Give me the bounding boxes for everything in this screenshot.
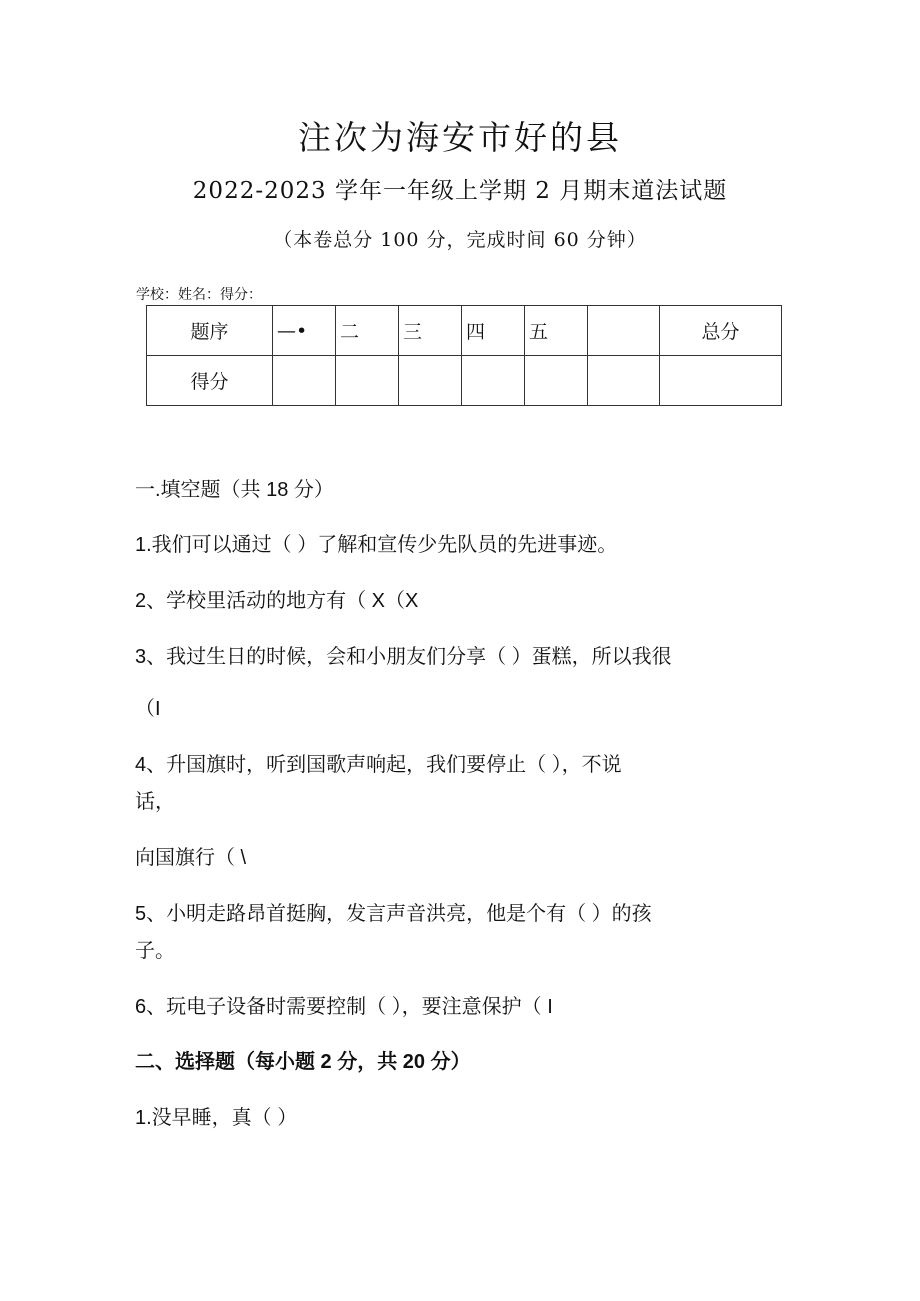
table-cell: 二 [336,306,399,356]
question-1: 1.我们可以通过（ ）了解和宣传少先队员的先进事迹。 [135,534,618,556]
section1-heading: 一.填空题（共 18 分） [135,479,334,501]
table-cell: 五 [525,306,588,356]
score-cell[interactable] [399,356,462,406]
question-5-continued: 子。 [135,940,175,962]
score-table-score-row [147,356,782,406]
score-cell[interactable] [588,356,660,406]
question-3-continued: （I [135,698,161,720]
score-cell[interactable] [273,356,336,406]
score-cell[interactable] [525,356,588,406]
question-2: 2、学校里活动的地方有（ X（X [135,590,419,612]
exam-title: 注次为海安市好的县 [298,118,622,157]
table-cell: 得分 [147,356,273,406]
exam-note: （本卷总分 100 分，完成时间 60 分钟） [273,229,647,251]
question-6: 6、玩电子设备时需要控制（ ），要注意保护（ I [135,996,553,1018]
table-cell: —• [273,306,336,356]
table-cell [588,306,660,356]
section2-question-1: 1.没早睡，真（ ） [135,1107,298,1129]
table-cell: 总分 [660,306,782,356]
table-cell: 三 [399,306,462,356]
student-info-line: 学校：姓名：得分： [136,286,262,302]
table-cell: 四 [462,306,525,356]
question-4-line3: 向国旗行（ \ [135,847,247,869]
question-4-continued: 话， [135,791,175,813]
score-cell[interactable] [336,356,399,406]
exam-subtitle: 2022-2023 学年一年级上学期 2 月期末道法试题 [192,178,728,204]
table-cell: 题序 [147,306,273,356]
score-cell[interactable] [462,356,525,406]
score-cell[interactable] [660,356,782,406]
question-5: 5、小明走路昂首挺胸，发言声音洪亮，他是个有（ ）的孩 [135,903,652,925]
question-3: 3、我过生日的时候，会和小朋友们分享（ ）蛋糕，所以我很 [135,646,672,668]
section2-heading: 二、选择题（每小题 2 分，共 20 分） [135,1051,471,1073]
score-table-header-row [147,306,782,356]
score-table [146,305,782,406]
question-4: 4、升国旗时，听到国歌声响起，我们要停止（ ），不说 [135,754,622,776]
